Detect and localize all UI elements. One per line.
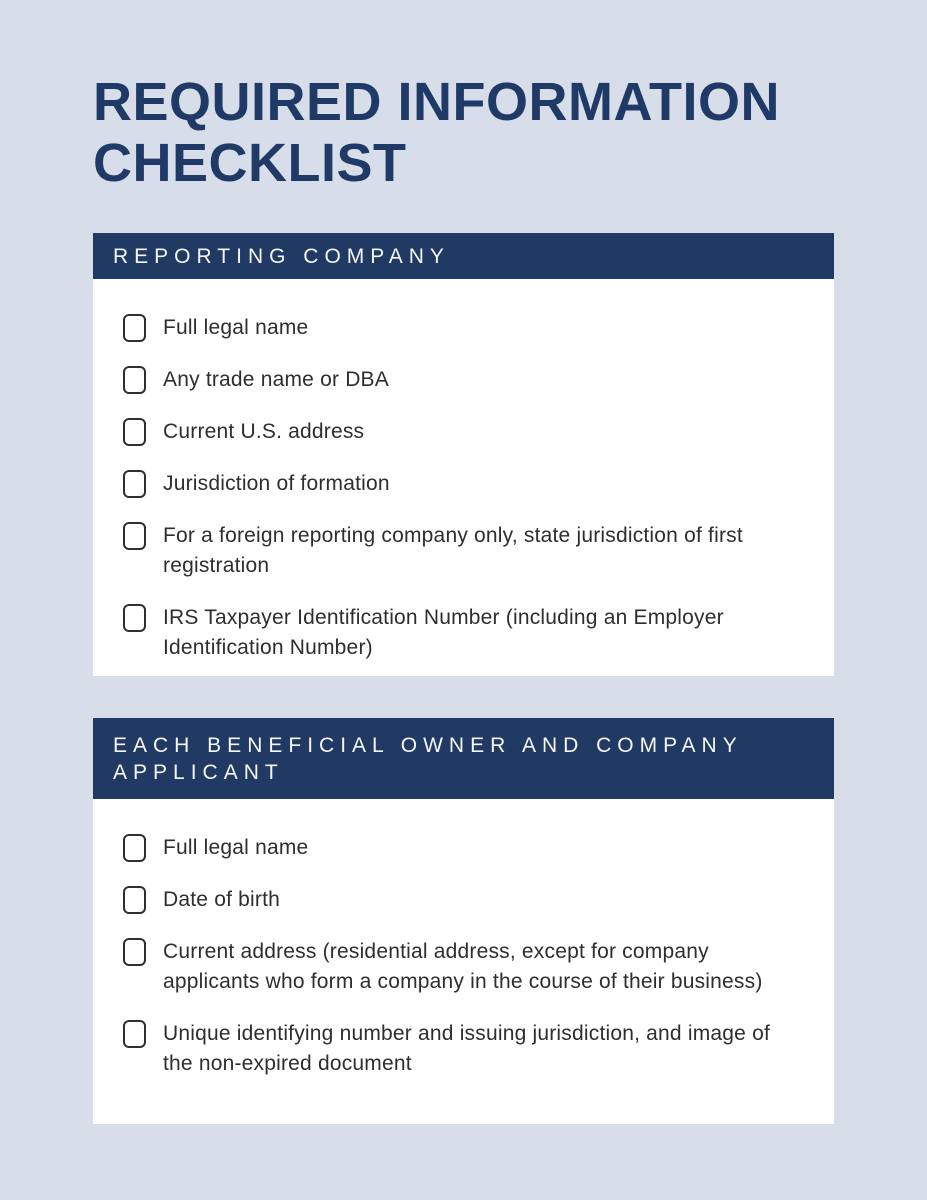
checklist-item-label: Current U.S. address — [163, 420, 365, 443]
checklist-item-label: Full legal name — [163, 316, 309, 339]
checklist — [93, 799, 834, 1124]
page-title: REQUIRED INFORMATION CHECKLIST — [93, 72, 780, 194]
checklist-item-label: Date of birth — [163, 888, 280, 911]
checklist-item-label: Any trade name or DBA — [163, 368, 389, 391]
checkbox-icon[interactable] — [123, 366, 146, 394]
checklist-item — [123, 365, 794, 395]
section — [93, 233, 834, 676]
checklist-item — [123, 417, 794, 447]
section-header-label: EACH BENEFICIAL OWNER AND COMPANY APPLICANT — [113, 733, 743, 784]
checklist-item-label: Unique identifying number and issuing jurisdiction, and image of the non-expired document — [163, 1022, 770, 1075]
checklist-item-label: IRS Taxpayer Identification Number (including an Employer Identification Number) — [163, 606, 724, 659]
section-header — [93, 233, 834, 279]
checklist-item-label: For a foreign reporting company only, state jurisdiction of first registration — [163, 524, 743, 577]
checklist-item — [123, 469, 794, 499]
checklist-item — [123, 1019, 794, 1079]
section — [93, 718, 834, 1124]
checkbox-icon[interactable] — [123, 470, 146, 498]
section-header-label: REPORTING COMPANY — [113, 244, 450, 268]
checklist — [93, 279, 834, 676]
checkbox-icon[interactable] — [123, 418, 146, 446]
checkbox-icon[interactable] — [123, 314, 146, 342]
checkbox-icon[interactable] — [123, 938, 146, 966]
checklist-item — [123, 885, 794, 915]
checklist-item-label: Jurisdiction of formation — [163, 472, 390, 495]
checkbox-icon[interactable] — [123, 834, 146, 862]
checkbox-icon[interactable] — [123, 604, 146, 632]
checklist-item — [123, 521, 794, 581]
checklist-item-label: Current address (residential address, except for company applicants who form a company in the course of their business) — [163, 940, 763, 993]
checkbox-icon[interactable] — [123, 1020, 146, 1048]
checkbox-icon[interactable] — [123, 522, 146, 550]
checklist-item — [123, 937, 794, 997]
checklist-item — [123, 313, 794, 343]
section-header — [93, 718, 834, 799]
checklist-item — [123, 603, 794, 663]
checklist-item — [123, 833, 794, 863]
checklist-item-label: Full legal name — [163, 836, 309, 859]
checkbox-icon[interactable] — [123, 886, 146, 914]
